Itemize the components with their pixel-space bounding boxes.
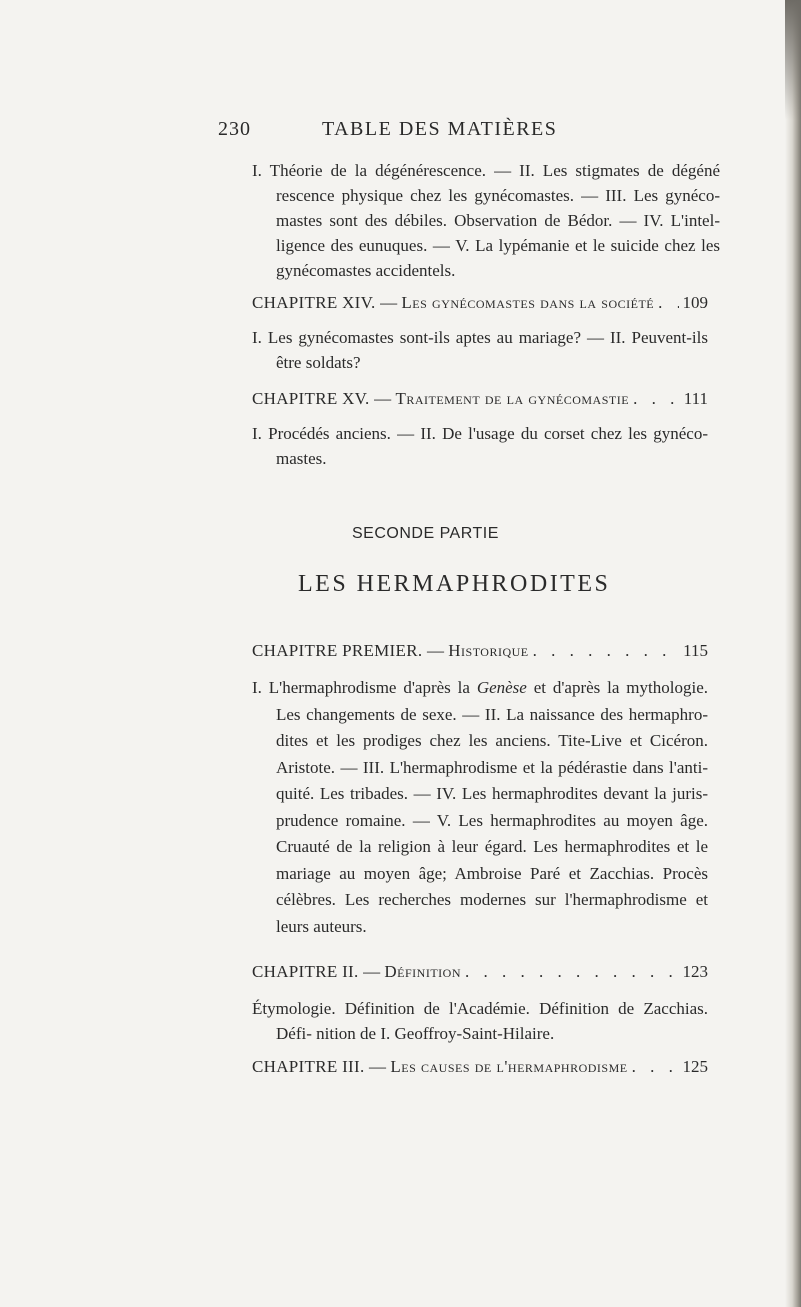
- chapter-label: CHAPITRE XIV. —: [252, 293, 398, 312]
- chapter-label: CHAPITRE PREMIER. —: [252, 641, 445, 660]
- chapter-title: Historique: [448, 641, 529, 660]
- chapter-ii-summary: Étymologie. Définition de l'Académie. Définition de Zacchias. Défi- nition de I. Geoffroy-Saint-Hilaire.: [252, 999, 708, 1043]
- leader-dots: [633, 389, 680, 409]
- chapter-label: CHAPITRE II. —: [252, 962, 381, 981]
- chapter-xiv-entry: [252, 293, 708, 315]
- chapter-premier-summary: [252, 675, 708, 940]
- chapter-xv-entry: [252, 389, 708, 411]
- chapter-premier-entry: [252, 641, 708, 663]
- summary-text-b: et d'après la mythologie. Les changements de sexe. — II. La naissance des hermaphro- dites et les prodiges chez les anciens. Tite-Live et Cicéron. Aristote. — III. L'hermaphrodisme et la pédérastie dans l'anti- quité. Les tribades. — IV. Les hermaphrodites devant la juris- prudence romaine. — V. Les hermaphrodites au moyen âge. Cruauté de la religion à leur égard. Les hermaphrodites et le mariage au moyen âge; Ambroise Paré et Zacchias. Procès célèbres. Les recherches modernes sur l'hermaphrodisme et leurs auteurs.: [276, 678, 708, 936]
- chapter-xiv-summary: I. Les gynécomastes sont-ils aptes au mariage? — II. Peuvent-ils être soldats?: [252, 328, 708, 372]
- leader-dots: [632, 1057, 679, 1077]
- running-title: TABLE DES MATIÈRES: [322, 118, 558, 140]
- chapter-ii-entry: [252, 962, 708, 984]
- summary-italic-genese: Genèse: [476, 678, 527, 697]
- chapter-label: CHAPITRE III. —: [252, 1057, 387, 1076]
- leader-dots: [533, 641, 679, 661]
- part-title: LES HERMAPHRODITES: [298, 571, 611, 597]
- intro-paragraph: I. Théorie de la dégénérescence. — II. Les stigmates de dégéné rescence physique chez les gynécomastes. — III. Les gynéco- mastes sont des débiles. Observation de Bédor. — IV. L'intel- ligence des eunuques. — V. La lypémanie et le suicide chez les gynécomastes accidentels.: [252, 161, 720, 280]
- page-number: 230: [218, 118, 251, 140]
- chapter-iii-entry: [252, 1057, 708, 1079]
- chapter-page: 125: [682, 1057, 708, 1076]
- leader-dots: [658, 293, 678, 313]
- part-heading: SECONDE PARTIE: [352, 525, 499, 542]
- chapter-page: 111: [683, 389, 708, 408]
- chapter-title: Traitement de la gynécomastie: [395, 389, 630, 408]
- leader-dots: [465, 962, 679, 982]
- chapter-title: Définition: [384, 962, 461, 981]
- summary-text-a: I. L'hermaphrodisme d'après la: [252, 678, 477, 697]
- page-edge-shadow: [785, 0, 801, 1307]
- chapter-page: 109: [682, 293, 708, 312]
- chapter-label: CHAPITRE XV. —: [252, 389, 392, 408]
- chapter-title: Les gynécomastes dans la société: [401, 293, 655, 312]
- chapter-page: 115: [683, 641, 708, 660]
- chapter-page: 123: [682, 962, 708, 981]
- chapter-title: Les causes de l'hermaphrodisme: [390, 1057, 628, 1076]
- page-edge-dark-corner: [785, 0, 801, 120]
- chapter-xv-summary: I. Procédés anciens. — II. De l'usage du corset chez les gynéco- mastes.: [252, 424, 708, 468]
